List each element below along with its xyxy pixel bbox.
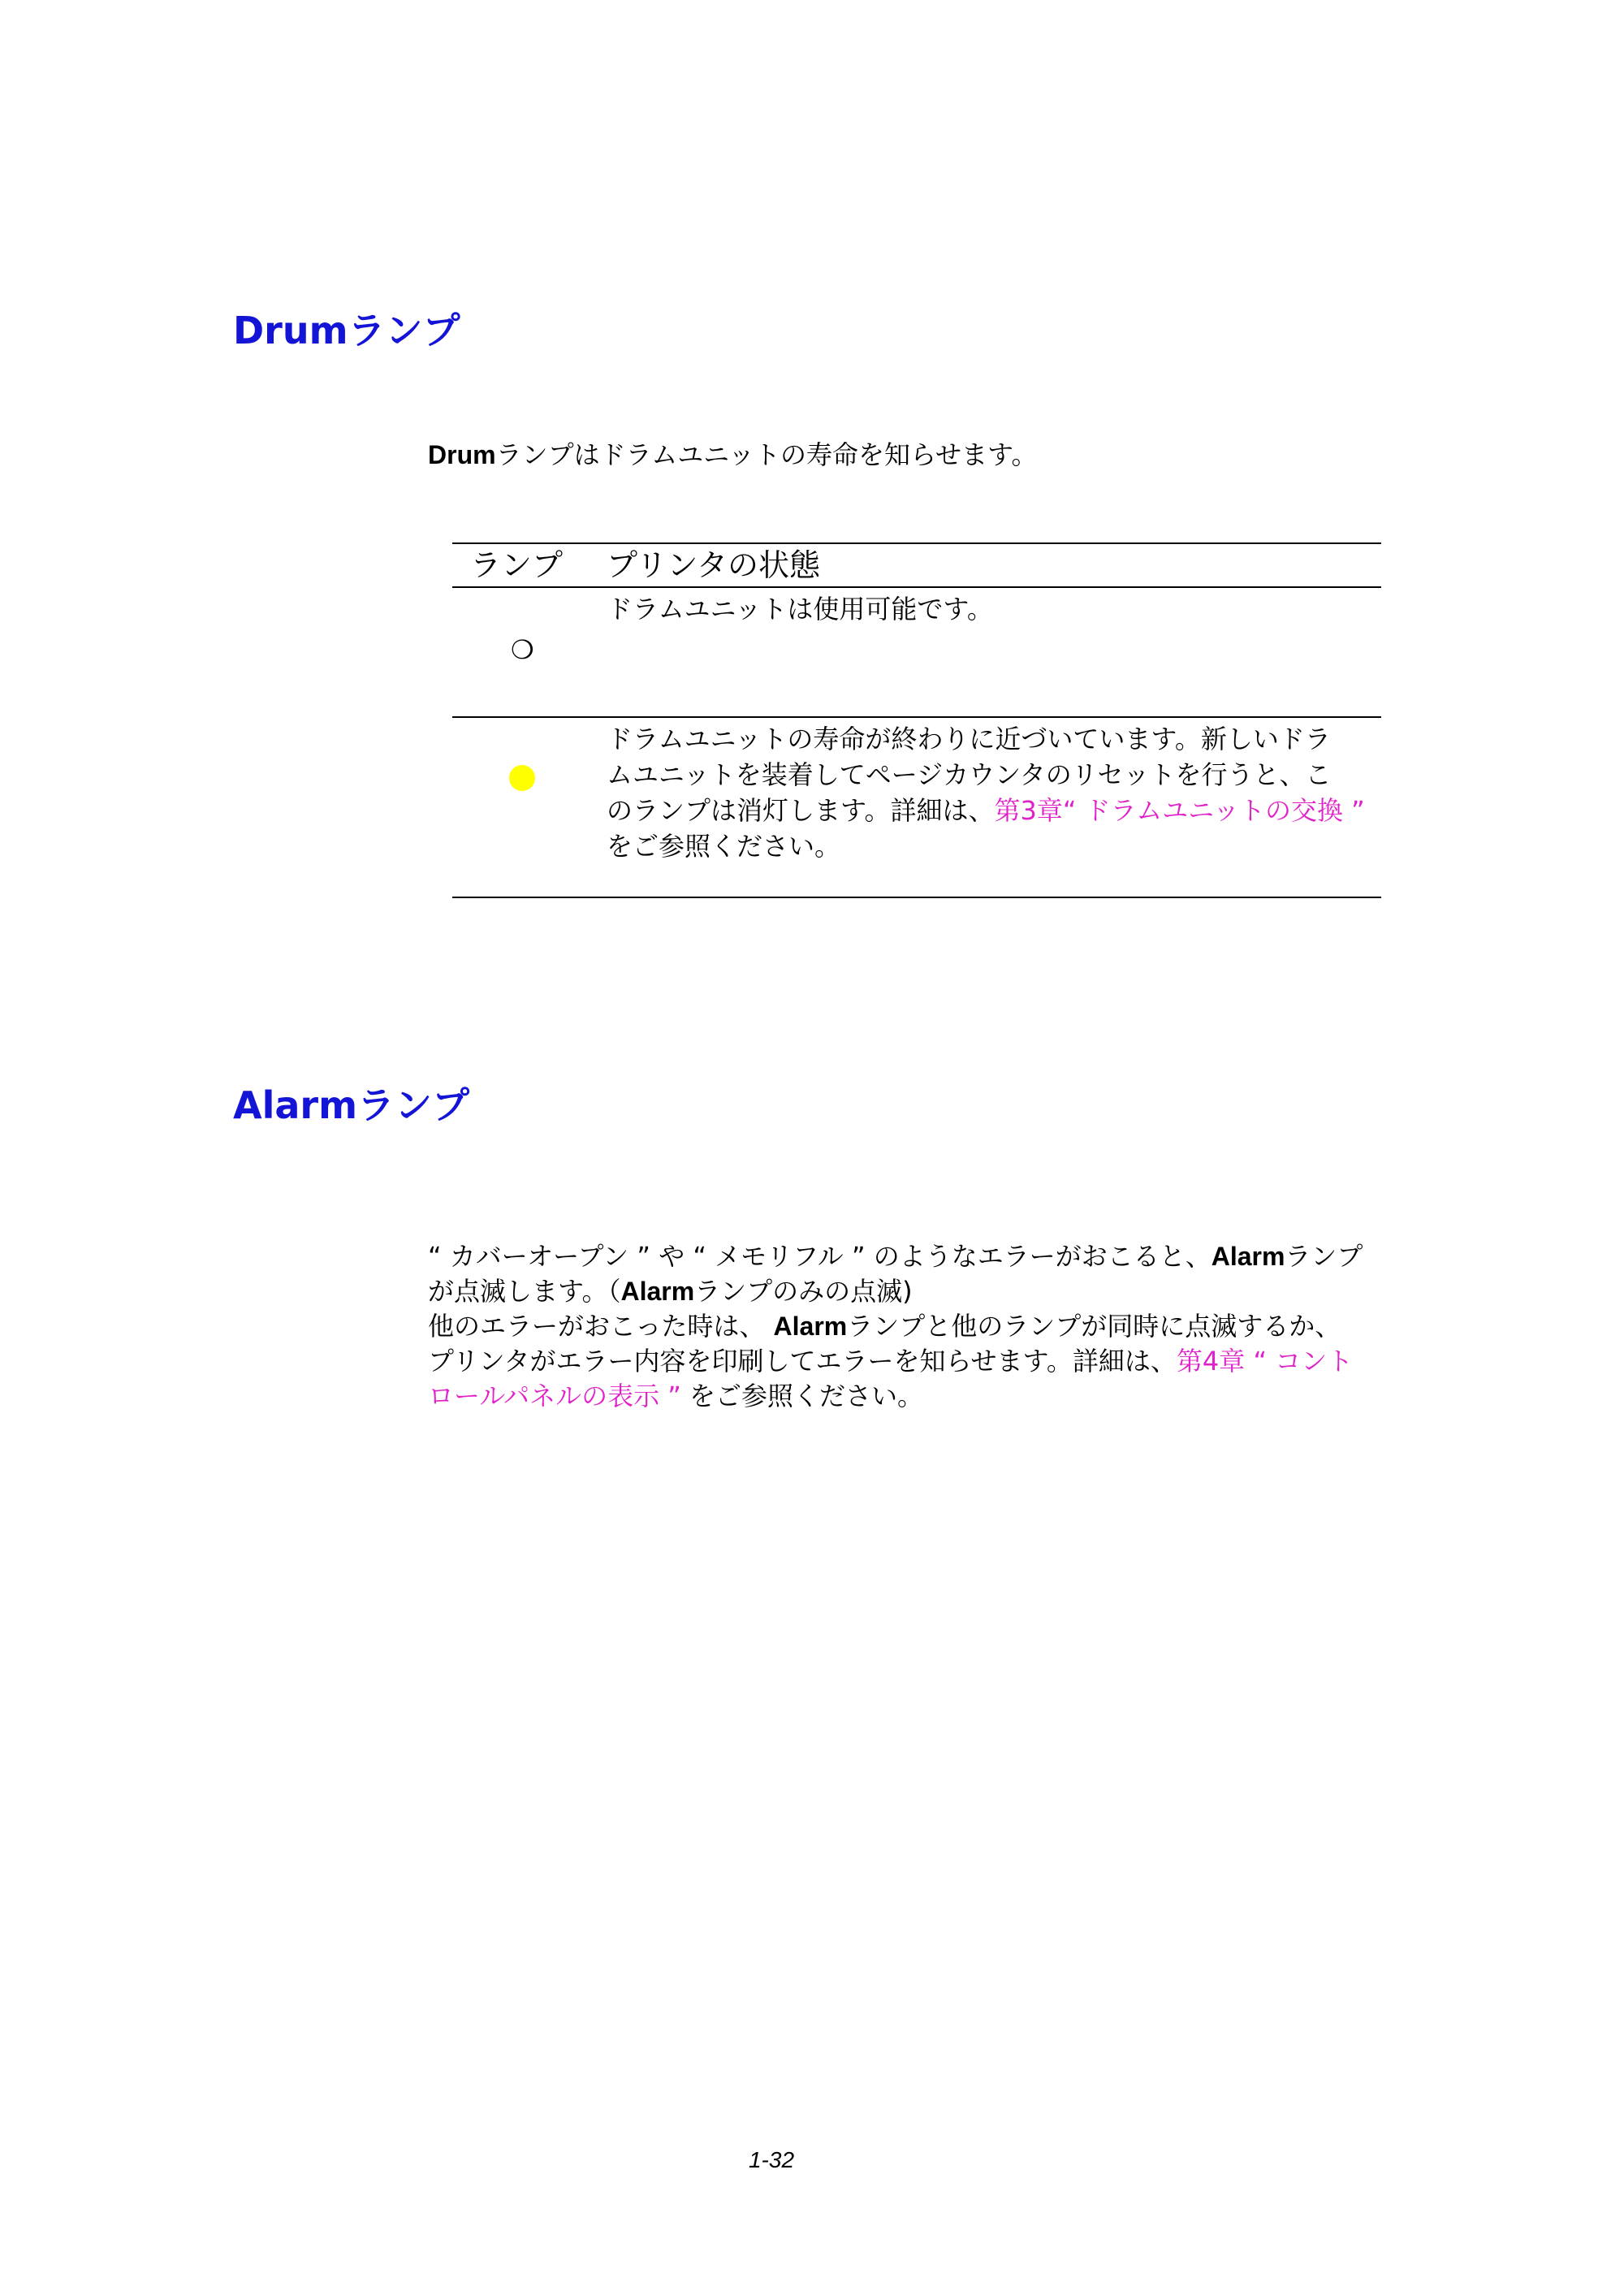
- status-text-line: をご参照ください。: [607, 831, 841, 862]
- status-description: [607, 717, 1381, 897]
- alarm-line: [428, 1239, 1386, 1274]
- drum-intro-rest: ランプはドラムユニットの寿命を知らせます。: [495, 439, 1038, 470]
- alarm-bold: Alarm: [620, 1277, 695, 1306]
- alarm-bold: Alarm: [773, 1312, 848, 1341]
- chapter3-drum-replace-link[interactable]: 第3章“ ドラムユニットの交換 ”: [994, 795, 1365, 826]
- alarm-bold: Alarm: [1211, 1242, 1285, 1271]
- drum-lamp-heading: Drumランプ: [233, 309, 460, 352]
- header-printer-status: プリンタの状態: [607, 547, 820, 583]
- drum-intro-text: [428, 437, 1037, 473]
- alarm-lamp-heading: Alarmランプ: [233, 1083, 470, 1127]
- lamp-on-icon: [509, 765, 535, 791]
- header-lamp: ランプ: [470, 547, 564, 583]
- alarm-text: ランプと他のランプが同時に点滅するか、: [847, 1311, 1341, 1342]
- lamp-cell: [452, 587, 607, 717]
- table-header-row: [452, 543, 1381, 587]
- alarm-line: [428, 1379, 1386, 1414]
- alarm-text: プリンタがエラー内容を印刷してエラーを知らせます。詳細は、: [428, 1346, 1177, 1377]
- alarm-text: が点滅します。（: [428, 1276, 621, 1307]
- drum-intro-bold: Drum: [428, 440, 496, 469]
- status-text-line: ドラムユニットの寿命が終わりに近づいています。新しいドラ: [607, 724, 1331, 754]
- drum-lamp-status-table: [452, 542, 1381, 898]
- status-text-line: のランプは消灯します。詳細は、: [607, 795, 995, 826]
- alarm-text: ランプ: [1285, 1241, 1363, 1272]
- table-row: [452, 587, 1381, 717]
- chapter4-control-panel-link[interactable]: 第4章 “ コント: [1176, 1346, 1354, 1377]
- lamp-off-icon: ❍: [511, 634, 534, 665]
- chapter4-control-panel-link[interactable]: ロールパネルの表示 ”: [428, 1381, 681, 1411]
- page-number: 1-32: [748, 2147, 795, 2172]
- lamp-cell: [452, 717, 607, 897]
- alarm-line: [428, 1309, 1386, 1344]
- alarm-line: [428, 1344, 1386, 1379]
- alarm-text: ランプのみの点滅): [694, 1276, 913, 1307]
- status-text-line: ムユニットを装着してページカウンタのリセットを行うと、こ: [607, 759, 1332, 790]
- alarm-text: 他のエラーがおこった時は、: [428, 1311, 774, 1342]
- alarm-line: [428, 1274, 1386, 1309]
- alarm-text: “ カバーオープン ” や “ メモリフル ” のようなエラーがおこると、: [428, 1241, 1212, 1272]
- status-description: ドラムユニットは使用可能です。: [607, 594, 993, 625]
- table-row: [452, 717, 1381, 897]
- alarm-text: をご参照ください。: [680, 1381, 924, 1411]
- alarm-description: [428, 1239, 1386, 1414]
